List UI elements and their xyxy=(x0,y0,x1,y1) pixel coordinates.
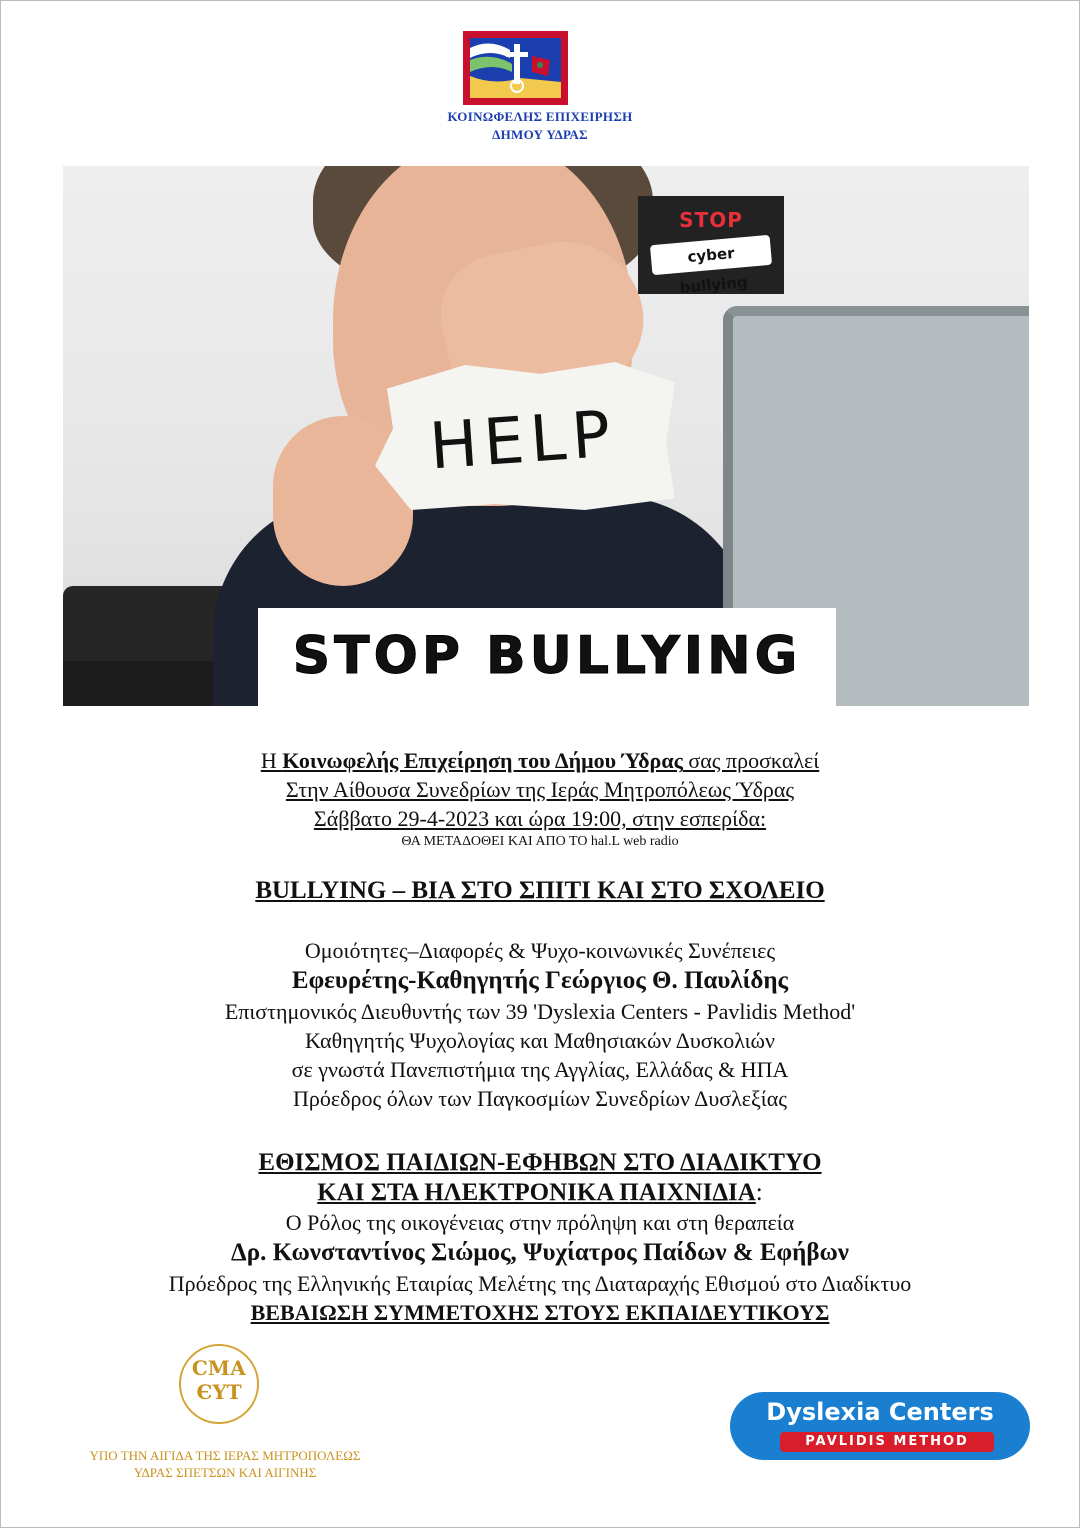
org-name-line2: ΔΗΜΟΥ ΥΔΡΑΣ xyxy=(492,127,588,142)
talk1-title-text: BULLYING – ΒΙΑ ΣΤΟ ΣΠΙΤΙ ΚΑΙ ΣΤΟ ΣΧΟΛΕΙΟ xyxy=(255,877,825,904)
talk1-speaker: Εφευρέτης-Καθηγητής Γεώργιος Θ. Παυλίδης xyxy=(291,967,789,994)
org-name-line1: ΚΟΙΝΩΦΕΛΗΣ ΕΠΙΧΕΙΡΗΣΗ xyxy=(447,109,633,124)
metropolis-seal-icon xyxy=(179,1344,259,1424)
talk1-subtitle: Ομοιότητες–Διαφορές & Ψυχο-κοινωνικές Συνέπειες xyxy=(304,938,776,963)
cross-anchor-emblem-icon xyxy=(470,38,561,98)
stop-bullying-banner xyxy=(258,608,836,706)
dyslexia-centers-logo xyxy=(730,1392,1030,1460)
seal-monogram-line1: СМА xyxy=(191,1356,247,1380)
patronage-line2: ΥΔΡΑΣ ΣΠΕΤΣΩΝ ΚΑΙ ΑΙΓΙΝΗΣ xyxy=(133,1465,317,1480)
badge-stop-text: STOP xyxy=(679,208,743,232)
talk2-subtitle: Ο Ρόλος της οικογένειας στην πρόληψη και στη θεραπεία xyxy=(285,1210,795,1235)
pavlidis-method-label: PAVLIDIS METHOD xyxy=(780,1432,994,1452)
invitation-broadcast: ΘΑ ΜΕΤΑΔΟΘΕΙ ΚΑΙ ΑΠΟ ΤΟ hal.L web radio xyxy=(401,834,679,849)
talk2-title-colon: : xyxy=(755,1179,763,1206)
badge-cyber-bullying-text: cyber bullying xyxy=(650,235,772,275)
invitation-host: Κοινωφελής Επιχείρηση του Δήμου Ύδρας xyxy=(282,748,683,773)
invitation-line1-post: σας προσκαλεί xyxy=(682,748,820,773)
invitation-line1-pre: Η xyxy=(260,748,283,773)
stop-cyber-bullying-badge xyxy=(638,196,784,297)
talk2-title-line2 xyxy=(40,1178,1040,1208)
invitation-line1 xyxy=(40,746,1040,775)
invitation-block xyxy=(40,746,1040,851)
talk1-block xyxy=(40,936,1040,1113)
talk1-bio-line: Καθηγητής Ψυχολογίας και Μαθησιακών Δυσκολιών xyxy=(304,1028,775,1053)
talk2-title-line2-text: ΚΑΙ ΣΤΑ ΗΛΕΚΤΡΟΝΙΚΑ ΠΑΙΧΝΙΔΙΑ xyxy=(317,1179,756,1206)
dyslexia-centers-title: Dyslexia Centers xyxy=(766,1398,994,1426)
stop-bullying-text: STOP BULLYING xyxy=(292,626,802,686)
talk2-title-line1: ΕΘΙΣΜΟΣ ΠΑΙΔΙΩΝ-ΕΦΗΒΩΝ ΣΤΟ ΔΙΑΔΙΚΤΥΟ xyxy=(258,1149,822,1176)
talk2-bio: Πρόεδρος της Ελληνικής Εταιρίας Μελέτης της Διαταραχής Εθισμού στο Διαδίκτυο xyxy=(168,1271,912,1296)
hero-photo xyxy=(63,166,1029,706)
talk1-bio-line: Επιστημονικός Διευθυντής των 39 'Dyslexia Centers - Pavlidis Method' xyxy=(224,999,856,1024)
help-text: HELP xyxy=(427,397,619,485)
certificate-note: ΒΕΒΑΙΩΣΗ ΣΥΜΜΕΤΟΧΗΣ ΣΤΟΥΣ ΕΚΠΑΙΔΕΥΤΙΚΟΥΣ xyxy=(250,1300,830,1325)
patronage-line1: ΥΠΟ ΤΗΝ ΑΙΓΙΔΑ ΤΗΣ ΙΕΡΑΣ ΜΗΤΡΟΠΟΛΕΩΣ xyxy=(89,1448,361,1463)
talk1-bio-line: Πρόεδρος όλων των Παγκοσμίων Συνεδρίων Δυσλεξίας xyxy=(293,1086,787,1111)
talk1-title xyxy=(40,876,1040,906)
talk2-speaker: Δρ. Κωνσταντίνος Σιώμος, Ψυχίατρος Παίδων & Εφήβων xyxy=(231,1239,849,1266)
seal-monogram-line2: ЄΥΤ xyxy=(196,1380,242,1404)
org-name xyxy=(340,108,740,144)
patronage-text xyxy=(40,1447,410,1481)
talk2-block xyxy=(40,1148,1040,1327)
invitation-date: Σάββατο 29-4-2023 και ώρα 19:00, στην εσπερίδα: xyxy=(313,806,767,831)
seal-monogram xyxy=(181,1356,257,1404)
invitation-venue: Στην Αίθουσα Συνεδρίων της Ιεράς Μητροπόλεως Ύδρας xyxy=(285,777,795,802)
municipality-logo xyxy=(463,31,568,105)
talk1-bio-line: σε γνωστά Πανεπιστήμια της Αγγλίας, Ελλάδας & ΗΠΑ xyxy=(291,1057,789,1082)
